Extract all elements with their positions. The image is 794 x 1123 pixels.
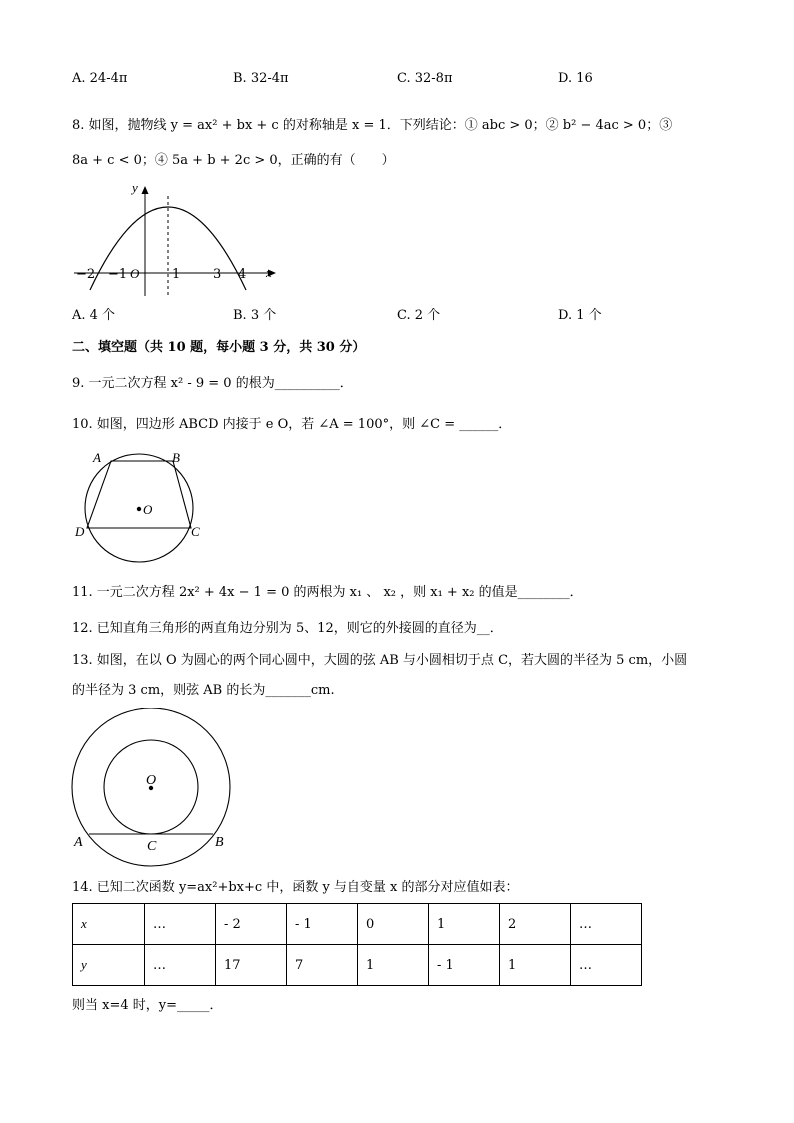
- inscribed-quadrilateral-diagram: [72, 446, 212, 566]
- table-cell: - 1: [287, 904, 358, 945]
- graph-y-label: y: [132, 180, 138, 195]
- table-cell: …: [145, 945, 216, 986]
- label-a: A: [93, 450, 101, 465]
- q14-answer-line: 则当 x=4 时，y=_____．: [72, 998, 223, 1013]
- table-cell: - 1: [429, 945, 500, 986]
- section-heading-fill-in: 二、填空题（共 10 题，每小题 3 分，共 30 分）: [72, 340, 366, 355]
- y-axis-arrow: [142, 186, 149, 194]
- graph-origin-label: O: [130, 266, 140, 281]
- q7-option-c: C. 32-8π: [397, 71, 453, 86]
- q13-question-line2: 的半径为 3 cm，则弦 AB 的长为_______cm.: [72, 683, 335, 698]
- q8-option-a: A. 4 个: [72, 308, 116, 323]
- q7-option-a: A. 24-4π: [72, 71, 128, 86]
- graph-x-label: x: [266, 265, 272, 280]
- q8-question-line2: 8a + c < 0；④ 5a + b + 2c > 0，正确的有（ ）: [72, 153, 395, 168]
- label-b: B: [172, 450, 180, 465]
- label-c: C: [147, 839, 157, 854]
- value-table: [72, 903, 642, 986]
- table-cell: 0: [358, 904, 429, 945]
- table-cell: - 2: [216, 904, 287, 945]
- q10-question: 10. 如图，四边形 ABCD 内接于 e O，若 ∠A = 100°，则 ∠C = ______．: [72, 417, 512, 432]
- label-a: A: [74, 835, 83, 850]
- q8-question-line1: 8. 如图，抛物线 y = ax² + bx + c 的对称轴是 x = 1．下列结论：① abc > 0；② b² − 4ac > 0；③: [72, 118, 673, 133]
- label-o: O: [143, 502, 153, 517]
- table-cell: 1: [500, 945, 571, 986]
- graph-tick-4: 4: [238, 267, 247, 282]
- graph-tick-3: 3: [213, 267, 222, 282]
- quadrilateral-abcd: [87, 461, 191, 528]
- q11-question: 11. 一元二次方程 2x² + 4x − 1 = 0 的两根为 x₁ 、 x₂ ，则 x₁ + x₂ 的值是________．: [72, 585, 583, 600]
- q8-option-c: C. 2 个: [397, 308, 441, 323]
- q7-option-d: D. 16: [558, 71, 593, 86]
- label-o: O: [146, 773, 157, 788]
- q12-question: 12. 已知直角三角形的两直角边分别为 5、12，则它的外接圆的直径为__．: [72, 621, 503, 636]
- table-cell: 7: [287, 945, 358, 986]
- table-cell: x: [73, 904, 145, 945]
- q13-question-line1: 13. 如图，在以 O 为圆心的两个同心圆中，大圆的弦 AB 与小圆相切于点 C，若大圆的半径为 5 cm，小圆: [72, 653, 688, 668]
- table-row-x: [73, 904, 642, 945]
- graph-tick-neg2: −2: [76, 267, 96, 282]
- q9-question: 9. 一元二次方程 x² - 9 = 0 的根为__________．: [72, 376, 353, 391]
- concentric-circles-diagram: [70, 708, 240, 873]
- label-c: C: [191, 524, 200, 539]
- table-cell: y: [73, 945, 145, 986]
- graph-tick-neg1: −1: [108, 267, 128, 282]
- q14-question: 14. 已知二次函数 y=ax²+bx+c 中，函数 y 与自变量 x 的部分对应值如表：: [72, 880, 519, 895]
- table-cell: 2: [500, 904, 571, 945]
- parabola-graph: [70, 178, 285, 303]
- table-cell: …: [571, 945, 642, 986]
- graph-tick-1: 1: [172, 267, 181, 282]
- table-cell: 17: [216, 945, 287, 986]
- table-cell: …: [145, 904, 216, 945]
- q8-option-d: D. 1 个: [558, 308, 602, 323]
- label-b: B: [215, 835, 224, 850]
- label-d: D: [75, 524, 85, 539]
- table-row-y: [73, 945, 642, 986]
- table-cell: 1: [358, 945, 429, 986]
- table-cell: 1: [429, 904, 500, 945]
- q7-option-b: B. 32-4π: [233, 71, 289, 86]
- q8-option-b: B. 3 个: [233, 308, 277, 323]
- center-point-o: [137, 507, 141, 511]
- table-cell: …: [571, 904, 642, 945]
